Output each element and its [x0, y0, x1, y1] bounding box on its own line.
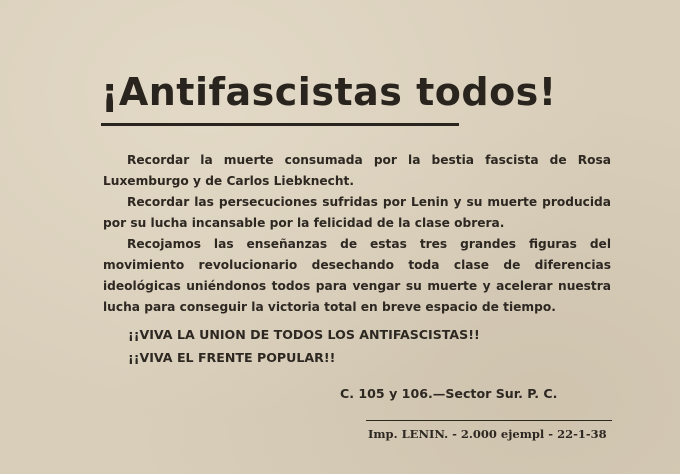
title-underline — [101, 123, 459, 126]
paragraph-luxemburg: Recordar la muerte consumada por la bestia fascista de Rosa Luxemburgo y de Carlos Liebknecht. — [103, 153, 611, 188]
slogan-frente-popular: ¡¡VIVA EL FRENTE POPULAR!! — [128, 350, 336, 365]
paragraph-ensenanzas: Recojamos las enseñanzas de estas tres grandes figuras del movimiento revolucionario desechando toda clase de diferencias ideológicas uniéndonos todos para vengar su muerte y acelerar nuestra lucha para conseguir la victoria total en breve espacio de tiempo. — [103, 237, 611, 314]
slogan-union: ¡¡VIVA LA UNION DE TODOS LOS ANTIFASCISTAS!! — [128, 327, 480, 342]
imprint-divider — [366, 420, 612, 421]
leaflet-title: ¡Antifascistas todos! — [101, 70, 557, 114]
imprint-line: Imp. LENIN. - 2.000 ejempl - 22-1-38 — [368, 427, 607, 441]
leaflet-body — [103, 150, 611, 318]
paragraph-lenin: Recordar las persecuciones sufridas por Lenin y su muerte producida por su lucha incansable por la felicidad de la clase obrera. — [103, 195, 611, 230]
signature-line: C. 105 y 106.—Sector Sur. P. C. — [340, 386, 558, 401]
